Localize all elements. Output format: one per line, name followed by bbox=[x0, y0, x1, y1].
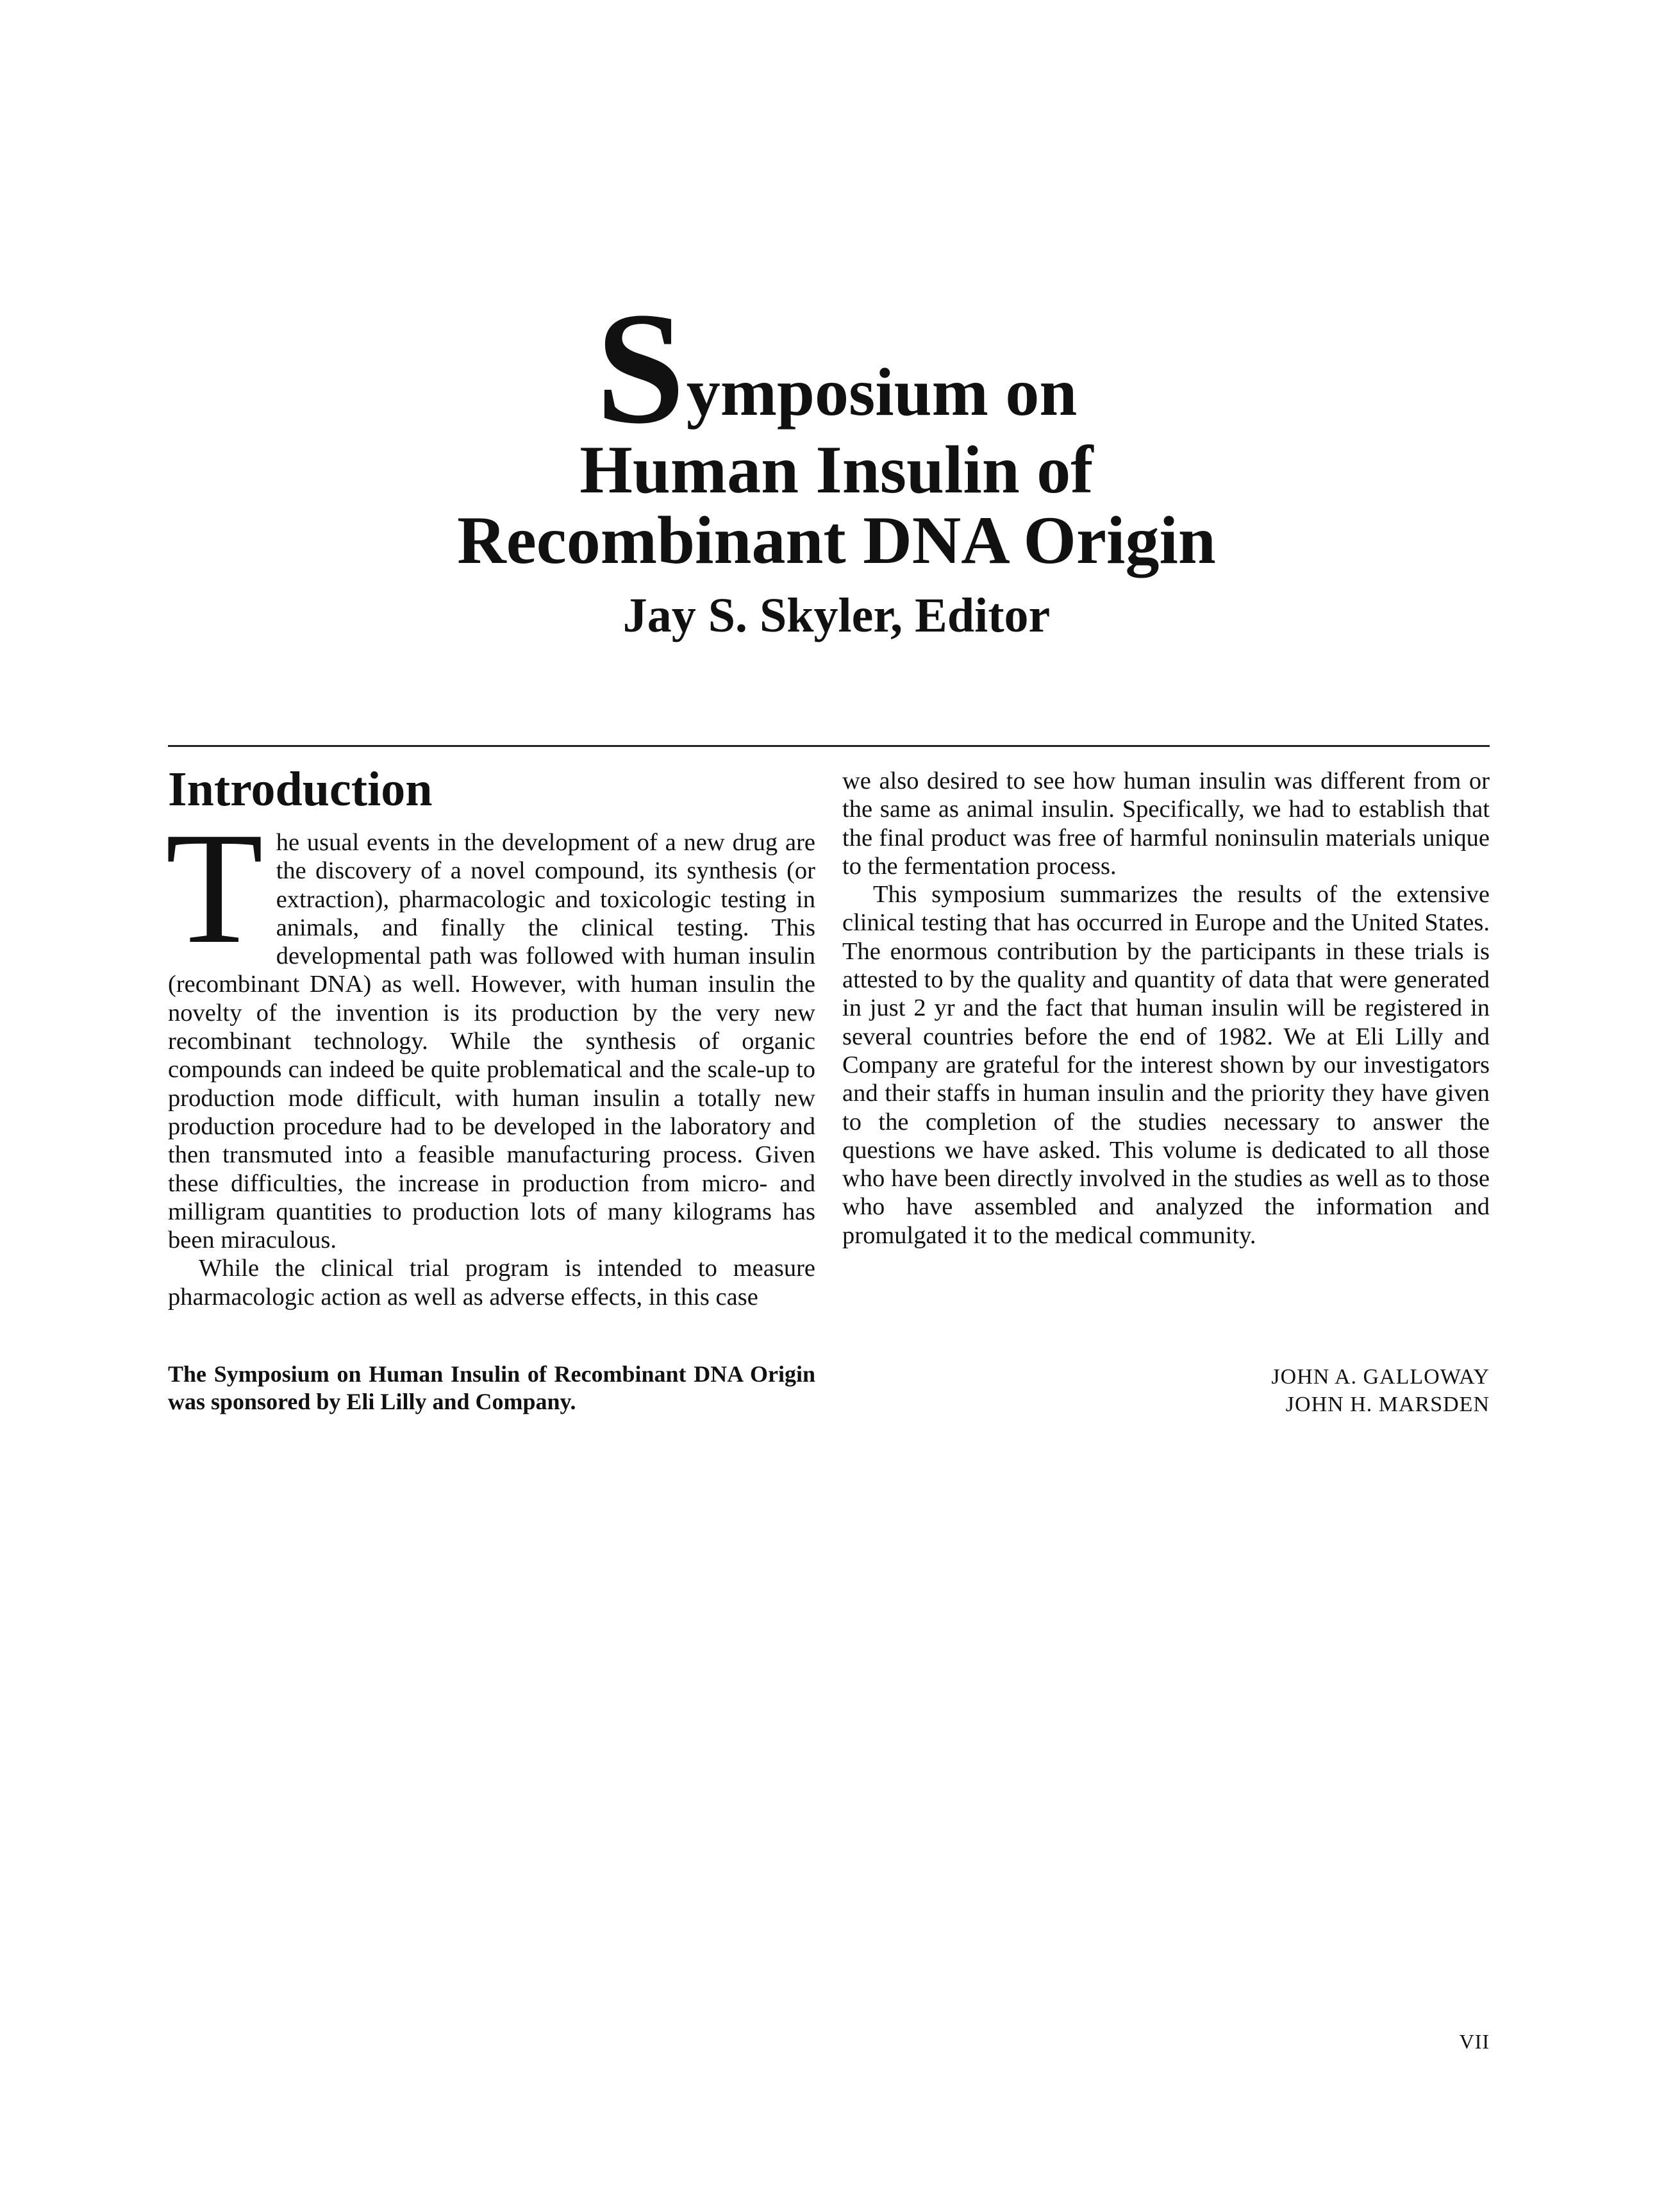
section-heading: Introduction bbox=[168, 762, 433, 816]
right-column bbox=[842, 767, 1490, 1250]
paragraph-3: we also desired to see how human insulin was different from or the same as animal insulin. Specifically, we had to establish that the final product was free of harmful noninsulin materials unique to the fermentation process. bbox=[842, 767, 1490, 880]
section-divider bbox=[168, 745, 1490, 747]
sponsor-footnote: The Symposium on Human Insulin of Recombinant DNA Origin was sponsored by Eli Lilly and Company. bbox=[168, 1361, 815, 1414]
title-dropcap: S bbox=[595, 280, 685, 457]
signature-galloway: JOHN A. GALLOWAY bbox=[1271, 1365, 1490, 1389]
left-column bbox=[165, 760, 815, 1311]
title-line-1-text: ymposium on bbox=[686, 355, 1078, 430]
paragraph-1 bbox=[165, 800, 815, 1254]
title-line-1 bbox=[0, 280, 1673, 457]
title-line-3: Recombinant DNA Origin bbox=[457, 503, 1216, 578]
page-number: VII bbox=[1459, 2030, 1490, 2053]
paragraph-2: While the clinical trial program is intended to measure pharmacologic action as well as adverse effects, in this case bbox=[168, 1255, 815, 1311]
title-line-2: Human Insulin of bbox=[579, 432, 1094, 507]
editor-credit: Jay S. Skyler, Editor bbox=[622, 589, 1051, 642]
paragraph-4: This symposium summarizes the results of the extensive clinical testing that has occurred in Europe and the United States. The enormous contribution by the participants in these trials is attested to by the quality and quantity of data that were generated in just 2 yr and the fact that human insulin will be registered in several countries before the end of 1982. We at Eli Lilly and Company are grateful for the interest shown by our investigators and their staffs in human insulin and the priority they have given to the completion of the studies necessary to answer the questions we have asked. This volume is dedicated to all those who have been directly involved in the studies as well as to those who have assembled and analyzed the information and promulgated it to the medical community. bbox=[842, 881, 1490, 1249]
title-block bbox=[0, 280, 1673, 644]
paragraph-dropcap: T bbox=[165, 800, 263, 977]
paragraph-1-text: he usual events in the development of a new drug are the discovery of a novel compound, its synthesis (or extraction), pharmacologic and toxicologic testing in animals, and finally the clinical testing. This developmental path was followed with human insulin (recombinant DNA) as well. However, with human insulin the novelty of the invention is its production by the very new recombinant technology. While the synthesis of organic compounds can indeed be quite problematical and the scale-up to production mode difficult, with human insulin a totally new production procedure had to be developed in the laboratory and then transmuted into a feasible manufacturing process. Given these difficulties, the increase in production from micro- and milligram quantities to production lots of many kilograms has been miraculous. bbox=[168, 829, 815, 1254]
signature-marsden: JOHN H. MARSDEN bbox=[1285, 1393, 1490, 1416]
signatures bbox=[1271, 1363, 1490, 1418]
